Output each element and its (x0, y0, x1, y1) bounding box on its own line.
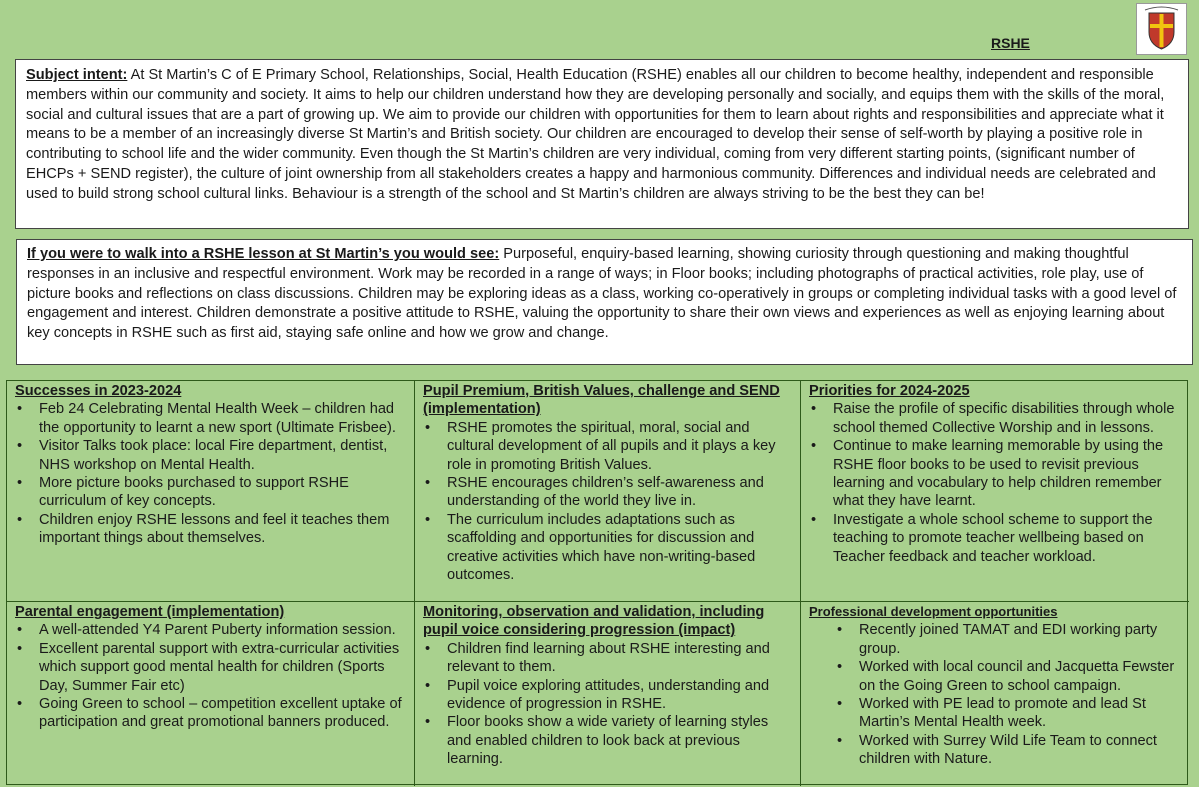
list-item: • Pupil voice exploring attitudes, understanding and evidence of progression in RSHE. (423, 677, 796, 714)
monitoring-cell (415, 602, 801, 786)
list-item: • RSHE encourages children’s self-awareness and understanding of the world they live in. (423, 474, 796, 511)
premium-heading: Pupil Premium, British Values, challenge and SEND (implementation) (423, 383, 780, 418)
list-item: • Investigate a whole school scheme to support the teaching to promote teacher wellbeing based on Teacher feedback and teacher workload. (809, 511, 1185, 566)
monitoring-heading: Monitoring, observation and validation, including pupil voice considering progression (impact) (423, 604, 765, 639)
list-item: • A well-attended Y4 Parent Puberty information session. (15, 621, 410, 639)
summary-grid (6, 380, 1188, 785)
list-item: • Feb 24 Celebrating Mental Health Week – children had the opportunity to learnt a new sport (Ultimate Frisbee). (15, 400, 410, 437)
subject-intent-box (15, 59, 1189, 229)
parental-cell (7, 602, 415, 786)
list-item: • Worked with local council and Jacquetta Fewster on the Going Green to school campaign. (809, 658, 1185, 695)
development-heading: Professional development opportunities (809, 604, 1058, 619)
premium-list (423, 419, 796, 585)
list-item: • Going Green to school – competition excellent uptake of participation and great promotional banners produced. (15, 695, 410, 732)
list-item: • Children enjoy RSHE lessons and feel it teaches them important things about themselves. (15, 511, 410, 548)
premium-cell (415, 381, 801, 602)
school-crest-logo (1136, 3, 1187, 55)
list-item: • Children find learning about RSHE interesting and relevant to them. (423, 640, 796, 677)
list-item: • Excellent parental support with extra-curricular activities which support good mental health for children (Sports Day, Summer Fair etc) (15, 640, 410, 695)
parental-list (15, 621, 410, 731)
list-item: • Raise the profile of specific disabilities through whole school themed Collective Worship and in lessons. (809, 400, 1185, 437)
list-item: • More picture books purchased to support RSHE curriculum of key concepts. (15, 474, 410, 511)
priorities-heading: Priorities for 2024-2025 (809, 383, 970, 399)
successes-heading: Successes in 2023-2024 (15, 383, 182, 399)
list-item: • RSHE promotes the spiritual, moral, social and cultural development of all pupils and it plays a key role in promoting British Values. (423, 419, 796, 474)
list-item: • Recently joined TAMAT and EDI working party group. (809, 621, 1185, 658)
list-item: • Worked with PE lead to promote and lead St Martin’s Mental Health week. (809, 695, 1185, 732)
parental-heading: Parental engagement (implementation) (15, 604, 285, 620)
lesson-description-box (16, 239, 1193, 365)
list-item: • Worked with Surrey Wild Life Team to connect children with Nature. (809, 732, 1185, 769)
lesson-text: Purposeful, enquiry-based learning, showing curiosity through questioning and making thoughtful responses in an inclusive and respectful environment. Work may be recorded in a range of ways; in Floor books; including photographs of practical activities, role play, use of picture books and reflections on class discussions. Children may be exploring ideas as a class, working co-operatively in groups or completing individual tasks with a good level of engagement and interest. Children demonstrate a positive attitude to RSHE, valuing the opportunity to share their own views and experiences as well as enjoying learning about key concepts in RSHE such as first aid, staying safe online and how we grow and change. (27, 246, 1177, 342)
list-item: • The curriculum includes adaptations such as scaffolding and opportunities for discussion and creative activities which have non-writing-based outcomes. (423, 511, 796, 585)
subject-intent-text: At St Martin’s C of E Primary School, Relationships, Social, Health Education (RSHE) enables all our children to become healthy, independent and responsible members within our community and society. It aims to help our children understand how they are developing personally and socially, and equips them with the skills of the moral, social and cultural issues that are a part of growing up. We aim to provide our children with opportunities for them to learn about rights and responsibilities and appreciate what it means to be a member of an increasingly diverse St Martin’s and British society. Our children are encouraged to develop their sense of self-worth by playing a positive role in contributing to school life and the wider community. Even though the St Martin’s children are very individual, coming from very different starting points, (significant number of EHCPs + SEND register), the culture of joint ownership from all stakeholders creates a happy and harmonious community. Differences and individual needs are celebrated and used to build strong school cultural links. Behaviour is a strength of the school and St Martin’s children are always striving to be the best they can be! (26, 67, 1165, 202)
crest-icon (1137, 4, 1186, 54)
development-list (809, 621, 1185, 768)
list-item: • Continue to make learning memorable by using the RSHE floor books to be used to revisit previous learning and vocabulary to help children remember what they have learnt. (809, 437, 1185, 511)
list-item: • Floor books show a wide variety of learning styles and enabled children to look back at previous learning. (423, 713, 796, 768)
development-cell (801, 602, 1189, 786)
page-title: RSHE (991, 35, 1030, 51)
monitoring-list (423, 640, 796, 769)
successes-cell (7, 381, 415, 602)
priorities-list (809, 400, 1185, 566)
priorities-cell (801, 381, 1189, 602)
list-item: • Visitor Talks took place: local Fire department, dentist, NHS workshop on Mental Health. (15, 437, 410, 474)
successes-list (15, 400, 410, 547)
lesson-heading: If you were to walk into a RSHE lesson at St Martin’s you would see: (27, 246, 500, 262)
subject-intent-heading: Subject intent: (26, 67, 128, 83)
